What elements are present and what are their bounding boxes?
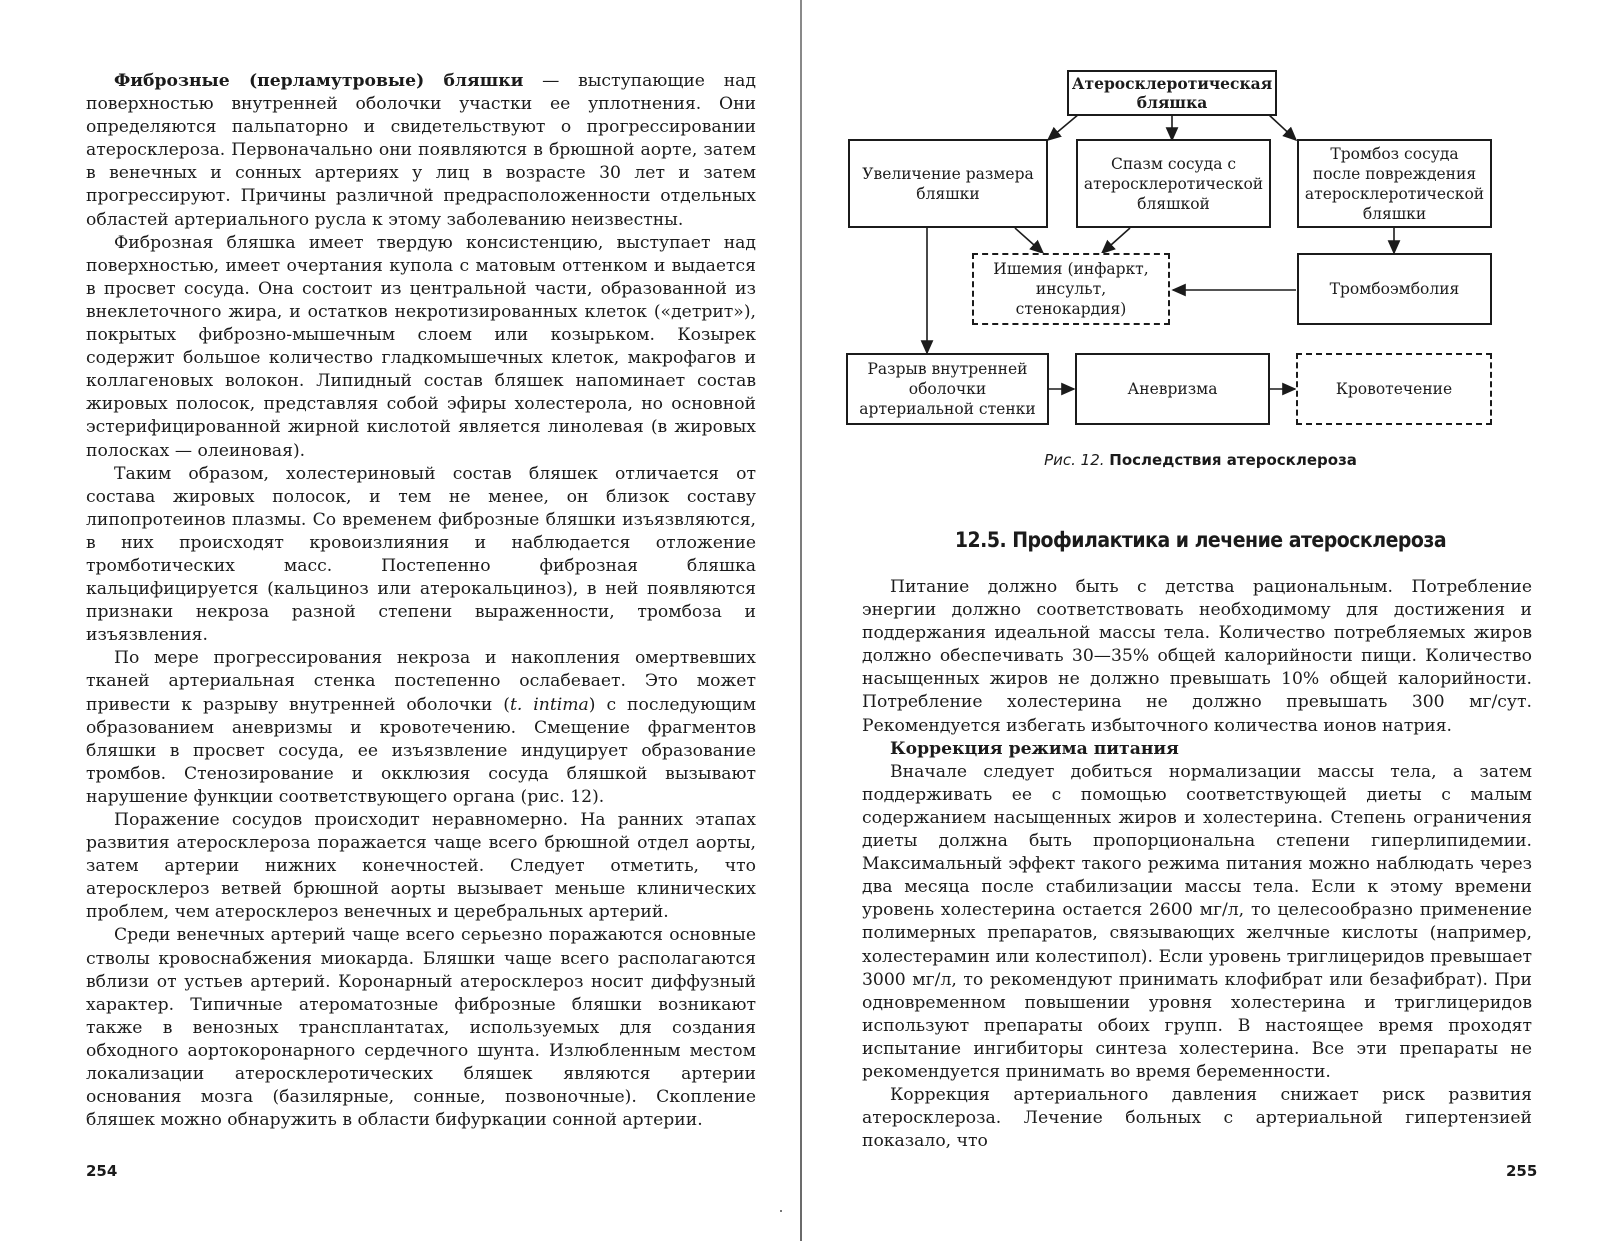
box-vessel-spasm: Спазм сосуда с атеросклеротической бляшкой	[1076, 139, 1271, 228]
box-inner-wall-rupture: Разрыв внутренней оболочки артериальной стенки	[846, 353, 1049, 425]
section-heading: 12.5. Профилактика и лечение атеросклероза	[954, 528, 1447, 552]
box-aneurysm: Аневризма	[1075, 353, 1270, 425]
figure-title: Последствия атеросклероза	[1109, 451, 1357, 469]
box-vessel-thrombosis: Тромбоз сосуда после повреждения атеросклеротической бляшки	[1297, 139, 1492, 228]
paragraph-coronary-arteries: Среди венечных артерий чаще всего серьезно поражаются основные стволы кровоснабжения миокарда. Бляшки чаще всего располагаются вблизи от устьев артерий. Коронарный атеросклероз носит диффузный характер. Типичные атероматозные фиброзные бляшки возникают также в венозных трансплантатах, используемых для создания обходного аортокоронарного сердечного шунта. Излюбленным местом локализации атеросклеротических бляшек являются артерии основания мозга (базилярные, сонные, позвоночные). Скопление бляшек можно обнаружить в области бифуркации сонной артерии.	[86, 925, 756, 1131]
box-bleeding: Кровотечение	[1296, 353, 1492, 425]
arrow-increase-to-ischemia	[1015, 228, 1043, 253]
box-plaque-enlargement: Увеличение размера бляшки	[848, 139, 1048, 228]
paragraph-plaque-structure: Фиброзная бляшка имеет твердую консистенцию, выступает над поверхностью, имеет очертания купола с матовым оттенком и выдается в просвет сосуда. Она состоит из центральной части, образованной из внеклеточного жира, и остатков некротизированных клеток («детрит»), покрытых фиброзно-мышечным слоем или козырьком. Козырек содержит большое количество гладкомышечных клеток, макрофагов и коллагеновых волокон. Липидный состав бляшек напоминает состав жировых полосок, представляя собой эфиры холестерола, но основной эстерифицированной жирной кислотой является линолевая (в жировых полосках — олеиновая).	[86, 232, 756, 461]
paragraph-necrosis-progression: По мере прогрессирования некроза и накопления омертвевших тканей артериальная стенка постепенно ослабевает. Это может привести к разрыву внутренней оболочки (t. intima) с последующим образованием аневризмы и кровотечению. Смещение фрагментов бляшки в просвет сосуда, ее изъязвление индуцирует образование тромбов. Стенозирование и окклюзия сосуда бляшкой вызывают нарушение функции соответствующего органа (рис. 12).	[86, 648, 756, 807]
paragraph-cholesterol-composition: Таким образом, холестериновый состав бляшек отличается от состава жировых полосок, и тем не менее, он близок составу липопротеинов плазмы. Со временем фиброзные бляшки изъязвляются, в них происходят кровоизлияния и наблюдается отложение тромботических масс. Постепенно фиброзная бляшка кальцифицируется (кальциноз или атерокальциноз), в ней появляются признаки некроза разной степени выраженности, тромбоза и изъязвления.	[86, 463, 756, 646]
page-number-right: 255	[1506, 1162, 1538, 1180]
paragraph-fibrous-plaques: Фиброзные (перламутровые) бляшки — выступающие над поверхностью внутренней оболочки участки ее уплотнения. Они определяются пальпаторно и свидетельствуют о прогрессировании атеросклероза. Первоначально они появляются в брюшной аорте, затем в венечных и сонных артериях у лиц в возрасте 30 лет и затем прогрессируют. Причины различной предрасположенности отдельных областей артериального русла к этому заболеванию неизвестны.	[86, 71, 756, 230]
right-page-body	[862, 576, 1532, 1153]
page-number-left: 254	[86, 1162, 118, 1180]
paragraph-nutrition: Питание должно быть с детства рациональным. Потребление энергии должно соответствовать необходимому для достижения и поддержания идеальной массы тела. Количество потребляемых жиров должно обеспечивать 30—35% общей калорийности пищи. Количество насыщенных жиров не должно превышать 10% общей калорийности. Потребление холестерина не должно превышать 300 мг/сут. Рекомендуется избегать избыточного количества ионов натрия.	[862, 577, 1532, 736]
scan-artifact	[780, 1210, 782, 1212]
paragraph-uneven-damage: Поражение сосудов происходит неравномерно. На ранних этапах развития атеросклероза поражается чаще всего брюшной отдел аорты, затем артерии нижних конечностей. Следует отметить, что атеросклероз ветвей брюшной аорты вызывает меньше клинических проблем, чем атеросклероз венечных и церебральных артерий.	[86, 810, 756, 923]
left-page-body	[86, 70, 756, 1132]
box-ischemia: Ишемия (инфаркт, инсульт, стенокардия)	[972, 253, 1170, 325]
arrow-spasm-to-ischemia	[1102, 228, 1130, 253]
arrow-root-to-increase	[1048, 114, 1079, 140]
subheading-diet-correction: Коррекция режима питания	[890, 738, 1179, 759]
box-atherosclerotic-plaque: Атеросклеротическая бляшка	[1067, 70, 1277, 116]
paragraph-blood-pressure: Коррекция артериального давления снижает риск развития атеросклероза. Лечение больных с артериальной гипертензией показало, что	[862, 1085, 1532, 1152]
box-thromboembolism: Тромбоэмболия	[1297, 253, 1492, 325]
figure-ref: Рис. 12.	[1044, 451, 1105, 469]
paragraph-diet-therapy: Вначале следует добиться нормализации массы тела, а затем поддерживать ее с помощью соответствующей диеты с малым содержанием насыщенных жиров и холестерина. Степень ограничения диеты должна быть пропорциональна степени гиперлипидемии. Максимальный эффект такого режима питания можно наблюдать через два месяца после стабилизации массы тела. Если к этому времени уровень холестерина остается 2600 мг/л, то целесообразно применение полимерных препаратов, связывающих желчные кислоты (например, холестерамин или колестипол). Если уровень триглицеридов превышает 3000 мг/л, то рекомендуют принимать клофибрат или безафибрат). При одновременном повышении уровня холестерина и триглицеридов используют препараты обоих групп. В настоящее время проходят испытание ингибиторы синтеза холестерина. Все эти препараты не рекомендуется принимать во время беременности.	[862, 761, 1532, 1082]
left-page	[0, 0, 800, 1241]
latin-term: t. intima	[509, 694, 589, 715]
right-page	[800, 0, 1601, 1241]
term-fibrous-plaques: Фиброзные (перламутровые) бляшки	[114, 71, 524, 91]
consequences-diagram	[800, 0, 1601, 440]
figure-caption	[800, 451, 1601, 469]
arrow-root-to-thrombosis	[1268, 114, 1296, 140]
